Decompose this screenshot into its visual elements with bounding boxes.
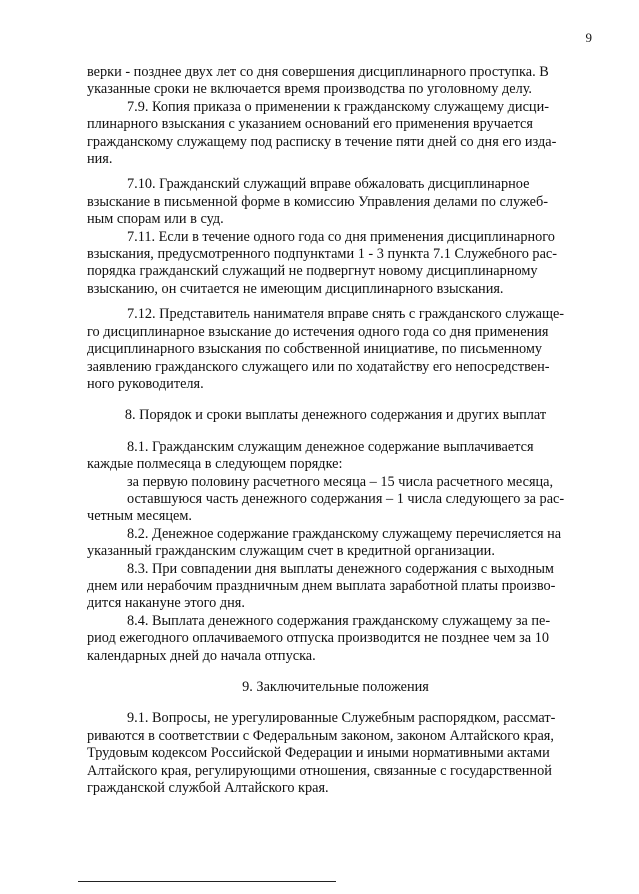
- text-line: за первую половину расчетного месяца – 15 числа расчетного месяца,: [127, 473, 554, 490]
- text-line: взысканию, он считается не имеющим дисциплинарного взыскания.: [87, 280, 504, 297]
- text-line: 8.4. Выплата денежного содержания гражданскому служащему за пе-: [127, 612, 551, 629]
- text-line: четным месяцем.: [87, 508, 192, 525]
- paragraph-8-4: [87, 613, 584, 665]
- text-line: ного руководителя.: [87, 375, 204, 392]
- text-line: ным спорам или в суд.: [87, 211, 224, 228]
- text-line: 8.1. Гражданским служащим денежное содержание выплачивается: [127, 438, 534, 455]
- text-line: взыскания, предусмотренного подпунктами 1 - 3 пункта 7.1 Служебного рас-: [87, 246, 558, 263]
- text-line: риваются в соответствии с Федеральным законом, законом Алтайского края,: [87, 727, 554, 744]
- text-line: оставшуюся часть денежного содержания – 1 числа следующего за рас-: [127, 490, 565, 507]
- paragraph-8-3: [87, 561, 584, 613]
- paragraph-7-11: [87, 229, 584, 299]
- text-line: календарных дней до начала отпуска.: [87, 647, 316, 664]
- text-line: дится накануне этого дня.: [87, 595, 245, 612]
- text-line: Алтайского края, регулирующими отношения, связанные с государственной: [87, 762, 552, 779]
- text-line: указанный гражданским служащим счет в кредитной организации.: [87, 543, 495, 560]
- footnote-separator: [78, 881, 336, 882]
- text-line: 7.10. Гражданский служащий вправе обжаловать дисциплинарное: [127, 176, 530, 193]
- document-body: [87, 64, 584, 797]
- text-line: дисциплинарного взыскания по собственной инициативе, по письменному: [87, 341, 543, 358]
- paragraph-7-8-tail: [87, 64, 584, 99]
- text-line: заявлению гражданского служащего или по ходатайству его непосредствен-: [87, 358, 550, 375]
- paragraph-7-9: [87, 99, 584, 169]
- text-line: гражданской службой Алтайского края.: [87, 780, 329, 797]
- paragraph-7-10: [87, 176, 584, 228]
- paragraph-7-12: [87, 306, 584, 393]
- section-heading-9: 9. Заключительные положения: [242, 679, 429, 695]
- text-line: 7.11. Если в течение одного года со дня применения дисциплинарного: [127, 228, 555, 245]
- text-line: 7.12. Представитель нанимателя вправе снять с гражданского служаще-: [127, 306, 565, 323]
- text-line: днем или нерабочим праздничным днем выплата заработной платы произво-: [87, 577, 556, 594]
- paragraph-9-1: [87, 710, 584, 797]
- text-line: плинарного взыскания с указанием оснований его применения вручается: [87, 116, 533, 133]
- text-line: 8.2. Денежное содержание гражданскому служащему перечисляется на: [127, 525, 562, 542]
- paragraph-8-1-item-2: [87, 491, 584, 526]
- text-line: риод ежегодного оплачиваемого отпуска производится не позднее чем за 10: [87, 630, 549, 647]
- paragraph-8-1: [87, 439, 584, 474]
- text-line: го дисциплинарное взыскание до истечения одного года со дня применения: [87, 323, 549, 340]
- page-number: 9: [585, 30, 592, 45]
- paragraph-8-1-item-1: [87, 474, 584, 491]
- text-line: указанные сроки не включается время производства по уголовному делу.: [87, 81, 532, 98]
- text-line: 8.3. При совпадении дня выплаты денежного содержания с выходным: [127, 560, 554, 577]
- text-line: каждые полмесяца в следующем порядке:: [87, 456, 343, 473]
- text-line: 9.1. Вопросы, не урегулированные Служебным распорядком, рассмат-: [127, 710, 556, 727]
- text-line: ния.: [87, 151, 113, 168]
- text-line: порядка гражданский служащий не подвергнут новому дисциплинарному: [87, 263, 538, 280]
- section-heading-8: 8. Порядок и сроки выплаты денежного содержания и других выплат: [124, 407, 547, 424]
- text-line: Трудовым кодексом Российской Федерации и иными нормативными актами: [87, 745, 550, 762]
- text-line: 7.9. Копия приказа о применении к гражданскому служащему дисци-: [127, 98, 549, 115]
- text-line: верки - позднее двух лет со дня совершения дисциплинарного проступка. В: [87, 64, 549, 80]
- paragraph-8-2: [87, 526, 584, 561]
- text-line: гражданскому служащему под расписку в течение пяти дней со дня его изда-: [87, 133, 557, 150]
- text-line: взыскание в письменной форме в комиссию Управления делами по служеб-: [87, 193, 548, 210]
